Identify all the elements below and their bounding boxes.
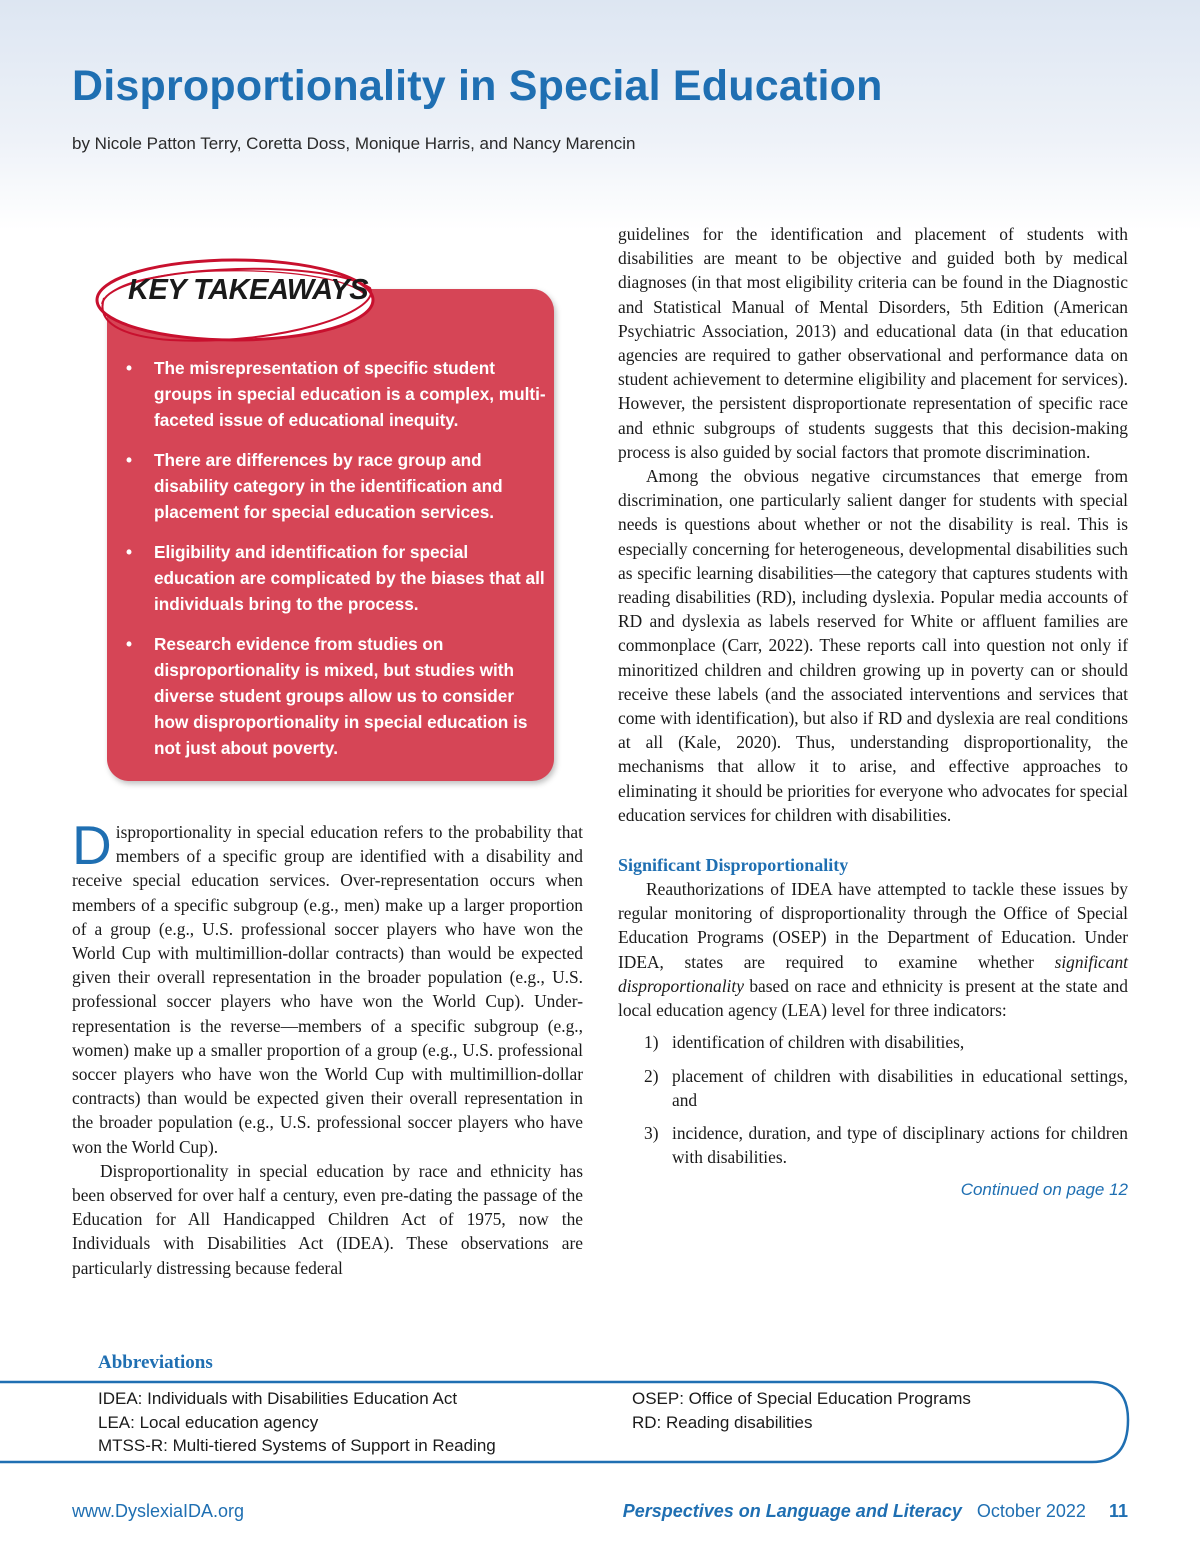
key-takeaways-list — [126, 355, 546, 775]
body-paragraph: guidelines for the identification and placement of students with disabilities are meant to be objective and guided both by medical diagnoses (in that most eligibility criteria can be found in the Diagnostic and Statistical Manual of Mental Disorders, 5th Edition (American Psychiatric Association, 2013) and educational data (in that education agencies are required to gather observational and performance data on student achievement to determine eligibility and placement for services). However, the persistent disproportionate representation of specific race and ethnic subgroups of students suggests that this decision-making process is also guided by social factors that promote discrimination. — [618, 224, 1128, 462]
abbreviations-right-list — [632, 1387, 971, 1434]
section-heading: Significant Disproportionality — [618, 855, 849, 876]
indicator-list — [618, 1030, 1128, 1169]
list-item: 3) incidence, duration, and type of disciplinary actions for children with disabilities. — [644, 1122, 1128, 1168]
bullet-icon: • — [126, 358, 133, 378]
abbreviations-left-list — [98, 1387, 496, 1458]
key-takeaways-heading: KEY TAKEAWAYS — [128, 274, 369, 306]
drop-cap: D — [72, 814, 112, 876]
abbreviations-heading: Abbreviations — [98, 1352, 213, 1373]
footer-publication — [623, 1501, 1128, 1522]
body-paragraph: Disproportionality in special education by race and ethnicity has been observed for over half a century, even pre-dating the passage of the Education for All Handicapped Children Act of 1975, now the Individuals with Disabilities Act (IDEA). These observations are particularly distressing because federal — [72, 1160, 583, 1278]
continued-link[interactable]: Continued on page 12 — [960, 1180, 1128, 1200]
article-byline: by Nicole Patton Terry, Coretta Doss, Monique Harris, and Nancy Marencin — [72, 134, 636, 153]
abbreviation-item: IDEA: Individuals with Disabilities Education Act — [98, 1389, 458, 1408]
body-right-column — [618, 222, 1128, 1203]
takeaway-item: • The misrepresentation of specific student groups in special education is a complex, multi-faceted issue of educational inequity. — [126, 355, 546, 433]
footer-website-link[interactable]: www.DyslexiaIDA.org — [72, 1501, 245, 1521]
takeaway-item: • There are differences by race group and disability category in the identification and placement for special education services. — [126, 447, 546, 525]
abbreviation-item: LEA: Local education agency — [98, 1412, 319, 1432]
list-item: 2) placement of children with disabilities in educational settings, and — [644, 1065, 1128, 1110]
page-number: 11 — [1108, 1501, 1128, 1521]
body-left-column — [72, 814, 583, 1280]
bullet-icon: • — [126, 634, 133, 654]
abbreviation-item: OSEP: Office of Special Education Programs — [632, 1389, 971, 1408]
takeaway-item: • Eligibility and identification for special education are complicated by the biases that all individuals bring to the process. — [126, 539, 546, 617]
abbreviation-item: RD: Reading disabilities — [632, 1412, 813, 1432]
journal-name: Perspectives on Language and Literacy — [622, 1501, 962, 1521]
abbreviation-item: MTSS-R: Multi-tiered Systems of Support in Reading — [98, 1436, 496, 1455]
bullet-icon: • — [126, 450, 133, 470]
article-title: Disproportionality in Special Education — [72, 62, 883, 110]
body-paragraph: Reauthorizations of IDEA have attempted to tackle these issues by regular monitoring of disproportionality through the Office of Special Education Programs (OSEP) in the Department of Education. Under IDEA, states are required to examine whether significant disproportionality based on race and ethnicity is present at the state and local education agency (LEA) level for three indicators: — [618, 879, 1128, 1021]
issue-date: October 2022 — [976, 1501, 1086, 1521]
takeaway-item: • Research evidence from studies on disproportionality is mixed, but studies with diverse student groups allow us to consider how disproportionality in special education is not just about poverty. — [126, 631, 546, 761]
body-paragraph: Among the obvious negative circumstances that emerge from discrimination, one particularly salient danger for students with special needs is questions about whether or not the disability is real. This is especially concerning for heterogeneous, developmental disabilities such as specific learning disabilities—the category that captures students with reading disabilities (RD), including dyslexia. Popular media accounts of RD and dyslexia as labels reserved for White or affluent families are commonplace (Carr, 2022). These reports call into question not only if minoritized children and children growing up in poverty can or should receive these labels (and the associated interventions and services that come with identification), but also if RD and dyslexia are real conditions at all (Kale, 2020). Thus, understanding disproportionality, the mechanisms that allow it to arise, and effective approaches to eliminating it should be priorities for everyone who advocates for special education services for children with disabilities. — [618, 466, 1128, 825]
bullet-icon: • — [126, 542, 133, 562]
intro-paragraph: Disproportionality in special education refers to the probability that members of a specific group are identified with a disability and receive special education services. Over-representation occurs when members of a specific subgroup (e.g., men) make up a larger proportion of a group (e.g., U.S. professional soccer players who have won the World Cup with multimillion-dollar contracts) than would be expected given their overall representation in the broader population (e.g., U.S. professional soccer players who have won the World Cup). Under-representation is the reverse—members of a specific subgroup (e.g., women) make up a smaller proportion of a group (e.g., U.S. professional soccer players who have won the World Cup with multimillion-dollar contracts) than would be expected given their overall representation in the broader population (e.g., U.S. professional soccer players who have won the World Cup). — [72, 814, 583, 1157]
list-item: 1) identification of children with disabilities, — [644, 1032, 965, 1053]
